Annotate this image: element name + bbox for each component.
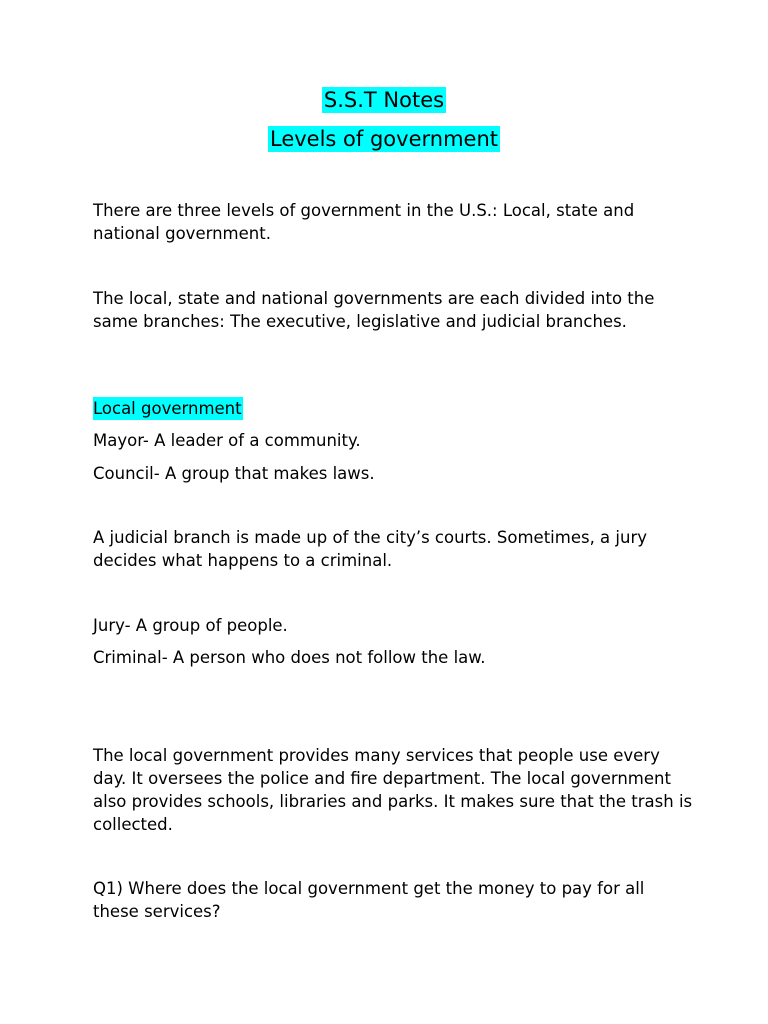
subtitle-line <box>0 126 768 152</box>
section-heading-line <box>93 397 693 420</box>
document-title: S.S.T Notes <box>323 88 445 112</box>
definition-jury: Jury- A group of people. <box>93 616 288 635</box>
definition-council: Council- A group that makes laws. <box>93 464 375 483</box>
paragraph-levels: There are three levels of government in the U.S.: Local, state and national government. <box>93 201 635 243</box>
paragraph-services: The local government provides many services that people use every day. It oversees the police and fire department. The local government also provides schools, libraries and parks. It makes sure that the trash is collected. <box>93 746 693 834</box>
paragraph-branches: The local, state and national governments are each divided into the same branches: The executive, legislative and judicial branches. <box>93 289 655 331</box>
document-subtitle: Levels of government <box>270 127 498 151</box>
definition-mayor: Mayor- A leader of a community. <box>93 431 361 450</box>
question-1: Q1) Where does the local government get the money to pay for all these services? <box>93 879 645 921</box>
section-heading: Local government <box>93 399 242 418</box>
definition-criminal: Criminal- A person who does not follow the law. <box>93 648 486 667</box>
paragraph-judicial: A judicial branch is made up of the city’s courts. Sometimes, a jury decides what happens to a criminal. <box>93 528 647 570</box>
title-line <box>0 87 768 113</box>
